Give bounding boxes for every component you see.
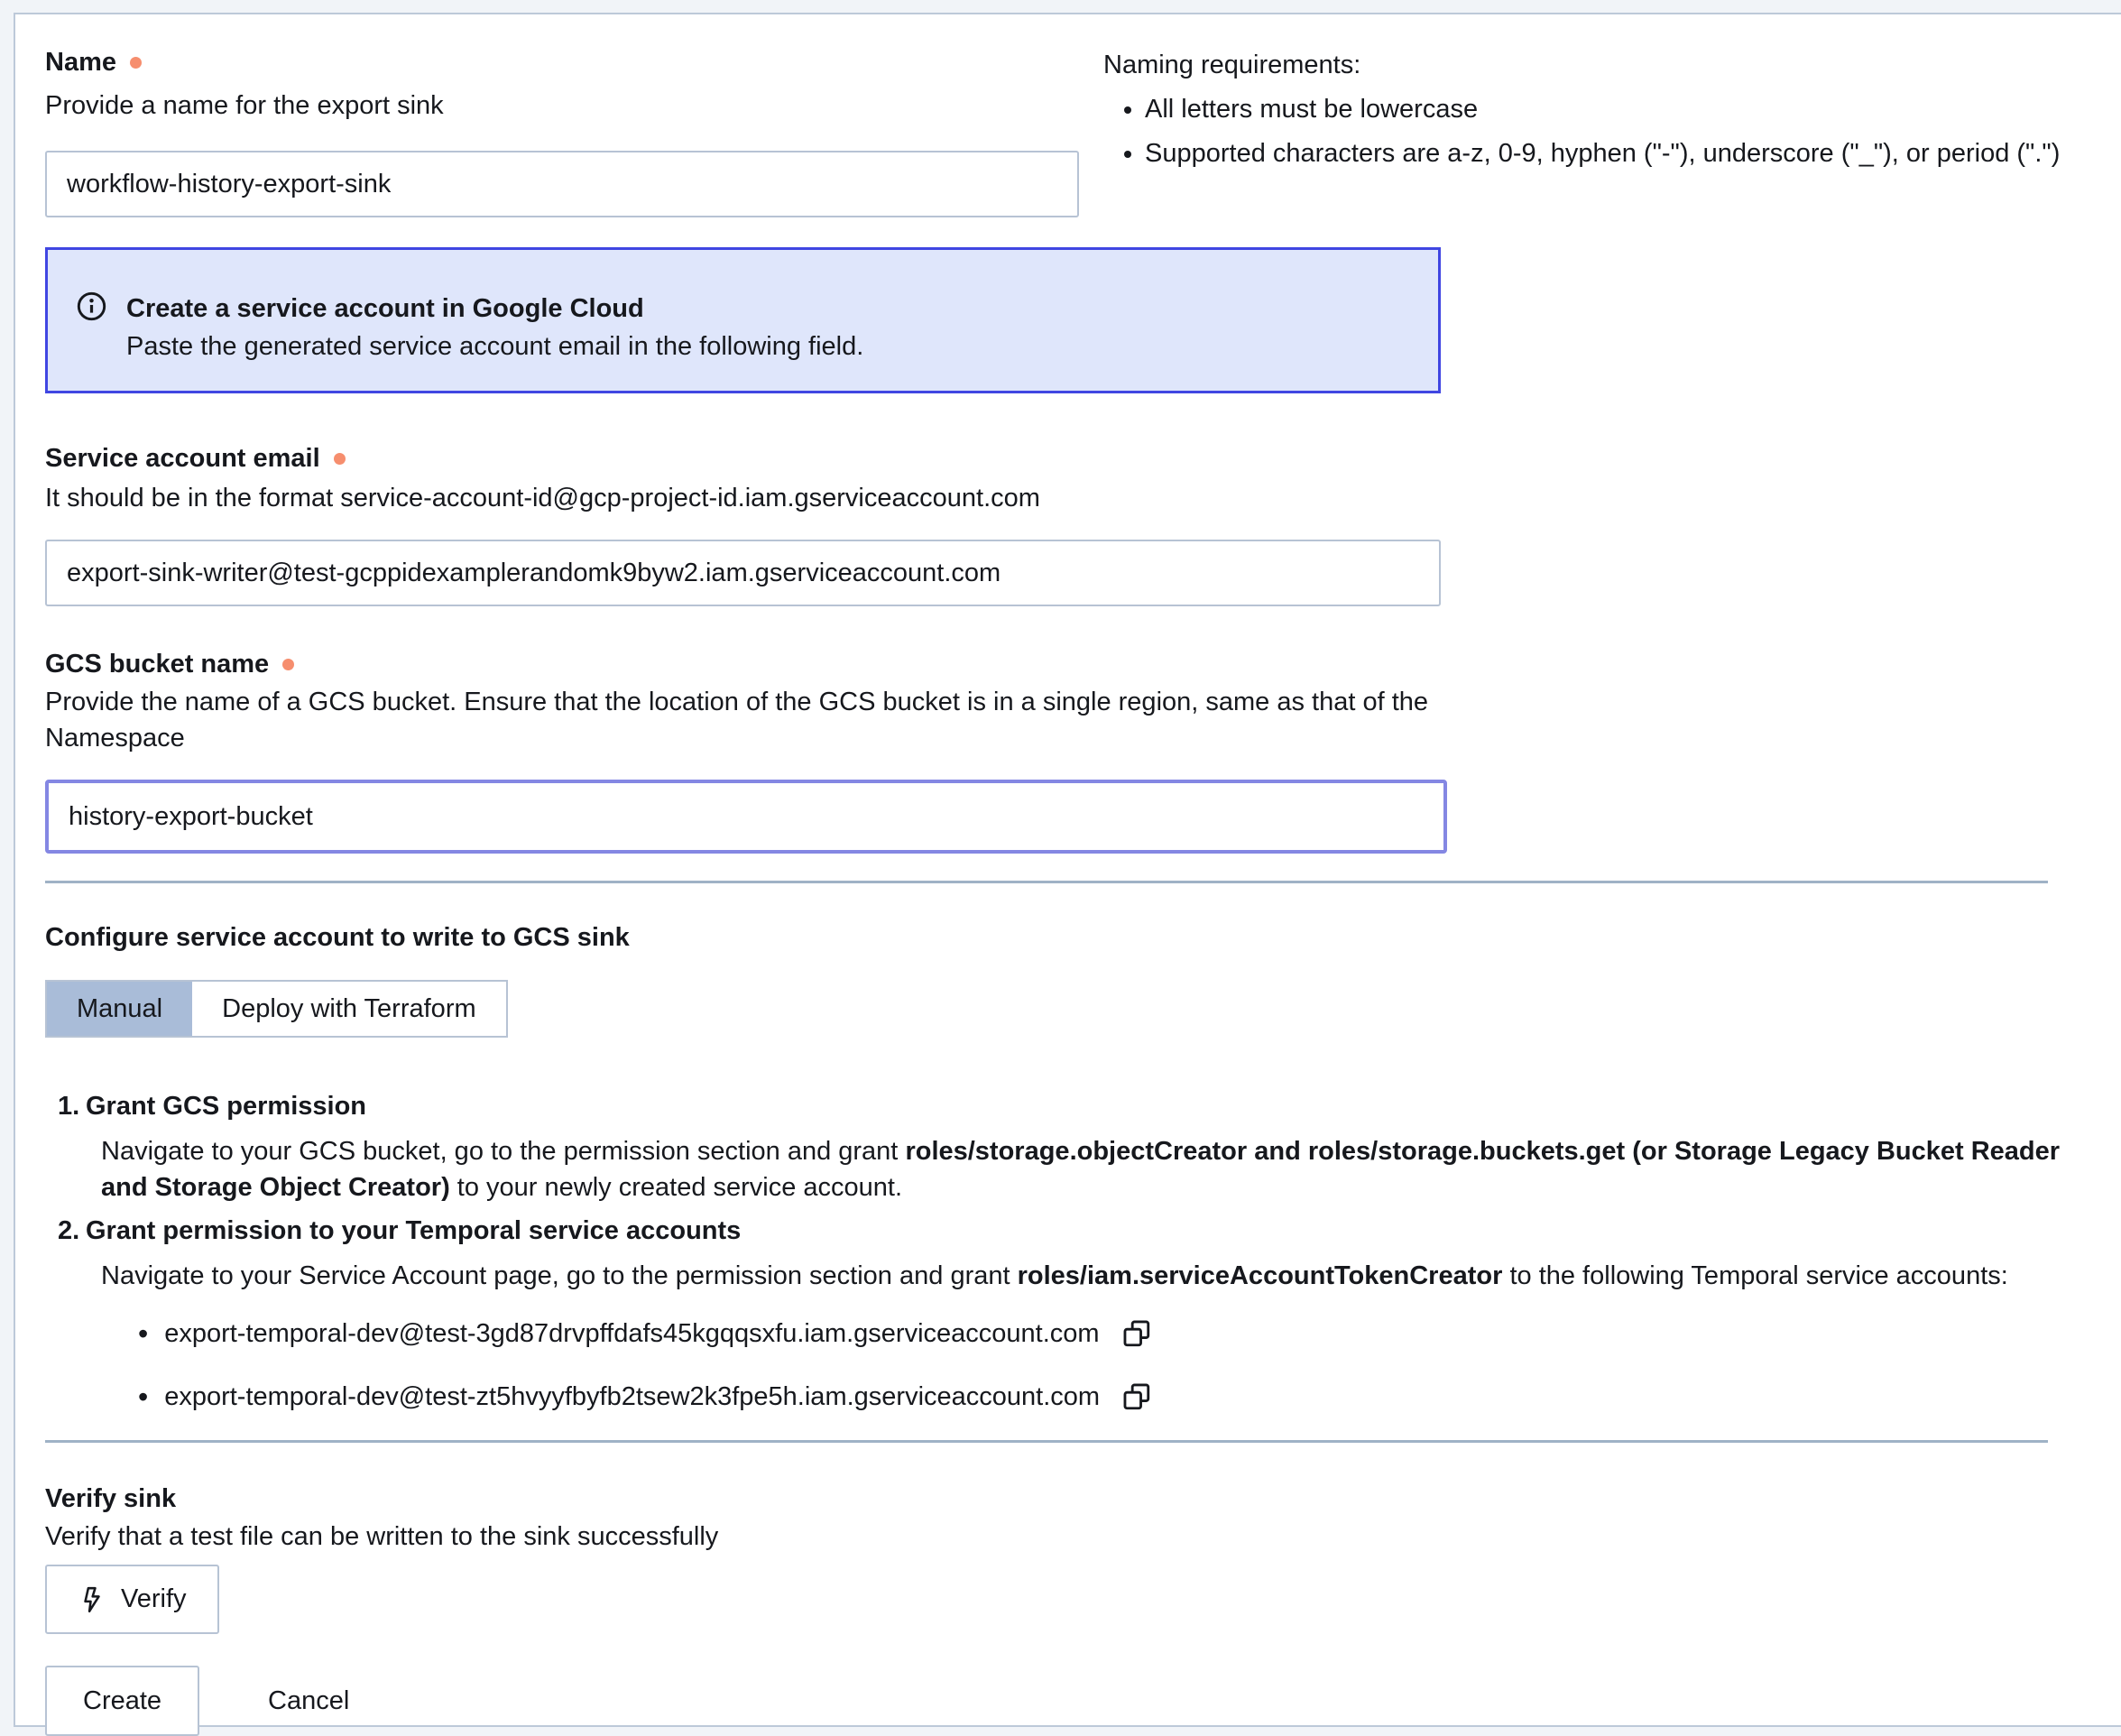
service-account-email-label: Service account email: [45, 444, 320, 473]
instruction-step: [45, 1213, 2091, 1294]
service-account-email-description: It should be in the format service-account-id@gcp-project-id.iam.gserviceaccount.com: [45, 484, 1040, 512]
bullet-icon: •: [138, 1380, 149, 1413]
manual-steps: [45, 1088, 2091, 1294]
service-account-email-item: [138, 1314, 2091, 1353]
gcs-bucket-input[interactable]: [45, 780, 1447, 854]
section-divider: [45, 881, 2048, 883]
section-divider: [45, 1440, 2048, 1443]
name-section: [45, 44, 2091, 217]
info-banner-description: Paste the generated service account email in the following field.: [126, 332, 864, 361]
export-sink-form-card: [14, 13, 2121, 1727]
step-number: 1.: [58, 1092, 80, 1121]
naming-requirements: [1103, 44, 2060, 171]
required-dot-icon: [282, 659, 294, 670]
info-circle-icon: [75, 290, 108, 323]
create-button[interactable]: Create: [45, 1666, 199, 1736]
gcs-bucket-section: [45, 646, 1447, 854]
verify-button-label: Verify: [121, 1584, 187, 1613]
step-title: Grant GCS permission: [86, 1092, 367, 1121]
verify-sink-title: Verify sink: [45, 1484, 177, 1513]
name-description: Provide a name for the export sink: [45, 91, 444, 120]
service-account-email-input[interactable]: [45, 540, 1441, 606]
verify-button[interactable]: [45, 1565, 219, 1634]
step-number: 2.: [58, 1216, 80, 1245]
required-dot-icon: [334, 453, 346, 465]
naming-requirements-title: Naming requirements:: [1103, 51, 1361, 79]
instruction-step: [45, 1088, 2091, 1205]
step-title: Grant permission to your Temporal service accounts: [86, 1216, 742, 1245]
name-input[interactable]: [45, 151, 1079, 217]
temporal-service-account-list: [45, 1314, 2091, 1417]
configure-tab-group: [45, 980, 508, 1038]
configure-section-title: Configure service account to write to GCS sink: [45, 923, 630, 952]
gcs-bucket-description: Provide the name of a GCS bucket. Ensure that the location of the GCS bucket is in a single region, same as that of the Namespace: [45, 688, 1429, 753]
form-actions: [45, 1666, 2091, 1736]
gcs-bucket-label: GCS bucket name: [45, 650, 270, 679]
service-account-email-text: export-temporal-dev@test-3gd87drvpffdafs45kgqqsxfu.iam.gserviceaccount.com: [164, 1318, 1100, 1348]
naming-requirement-item: • All letters must be lowercase: [1145, 91, 2060, 127]
step-body: Navigate to your GCS bucket, go to the permission section and grant roles/storage.objectCreator and roles/storage.buckets.get (or Storage Legacy Bucket Reader and Storage Object Creator) to your newly created service account.: [101, 1137, 2061, 1202]
bullet-icon: •: [138, 1316, 149, 1350]
verify-sink-description: Verify that a test file can be written to the sink successfully: [45, 1522, 719, 1551]
required-dot-icon: [130, 57, 142, 69]
cancel-button[interactable]: Cancel: [263, 1685, 355, 1717]
service-account-email-section: [45, 440, 1441, 606]
naming-requirement-item: • Supported characters are a-z, 0-9, hyphen ("-"), underscore ("_"), or period ("."): [1145, 135, 2060, 171]
lightning-bolt-icon: [78, 1585, 106, 1614]
service-account-email-item: [138, 1377, 2091, 1417]
tab-manual[interactable]: Manual: [47, 982, 192, 1036]
tab-deploy-with-terraform[interactable]: Deploy with Terraform: [192, 982, 506, 1036]
name-label-row: [45, 44, 1079, 80]
step-body: Navigate to your Service Account page, go to the permission section and grant roles/iam.serviceAccountTokenCreator to the following Temporal service accounts:: [101, 1261, 2008, 1290]
service-account-email-text: export-temporal-dev@test-zt5hvyyfbyfb2tsew2k3fpe5h.iam.gserviceaccount.com: [164, 1381, 1101, 1411]
naming-requirements-list: [1103, 91, 2060, 171]
info-banner: [45, 247, 1441, 393]
copy-button[interactable]: [1121, 1318, 1152, 1349]
info-banner-title: Create a service account in Google Cloud: [126, 294, 644, 323]
copy-button[interactable]: [1121, 1381, 1152, 1412]
name-label: Name: [45, 48, 116, 77]
